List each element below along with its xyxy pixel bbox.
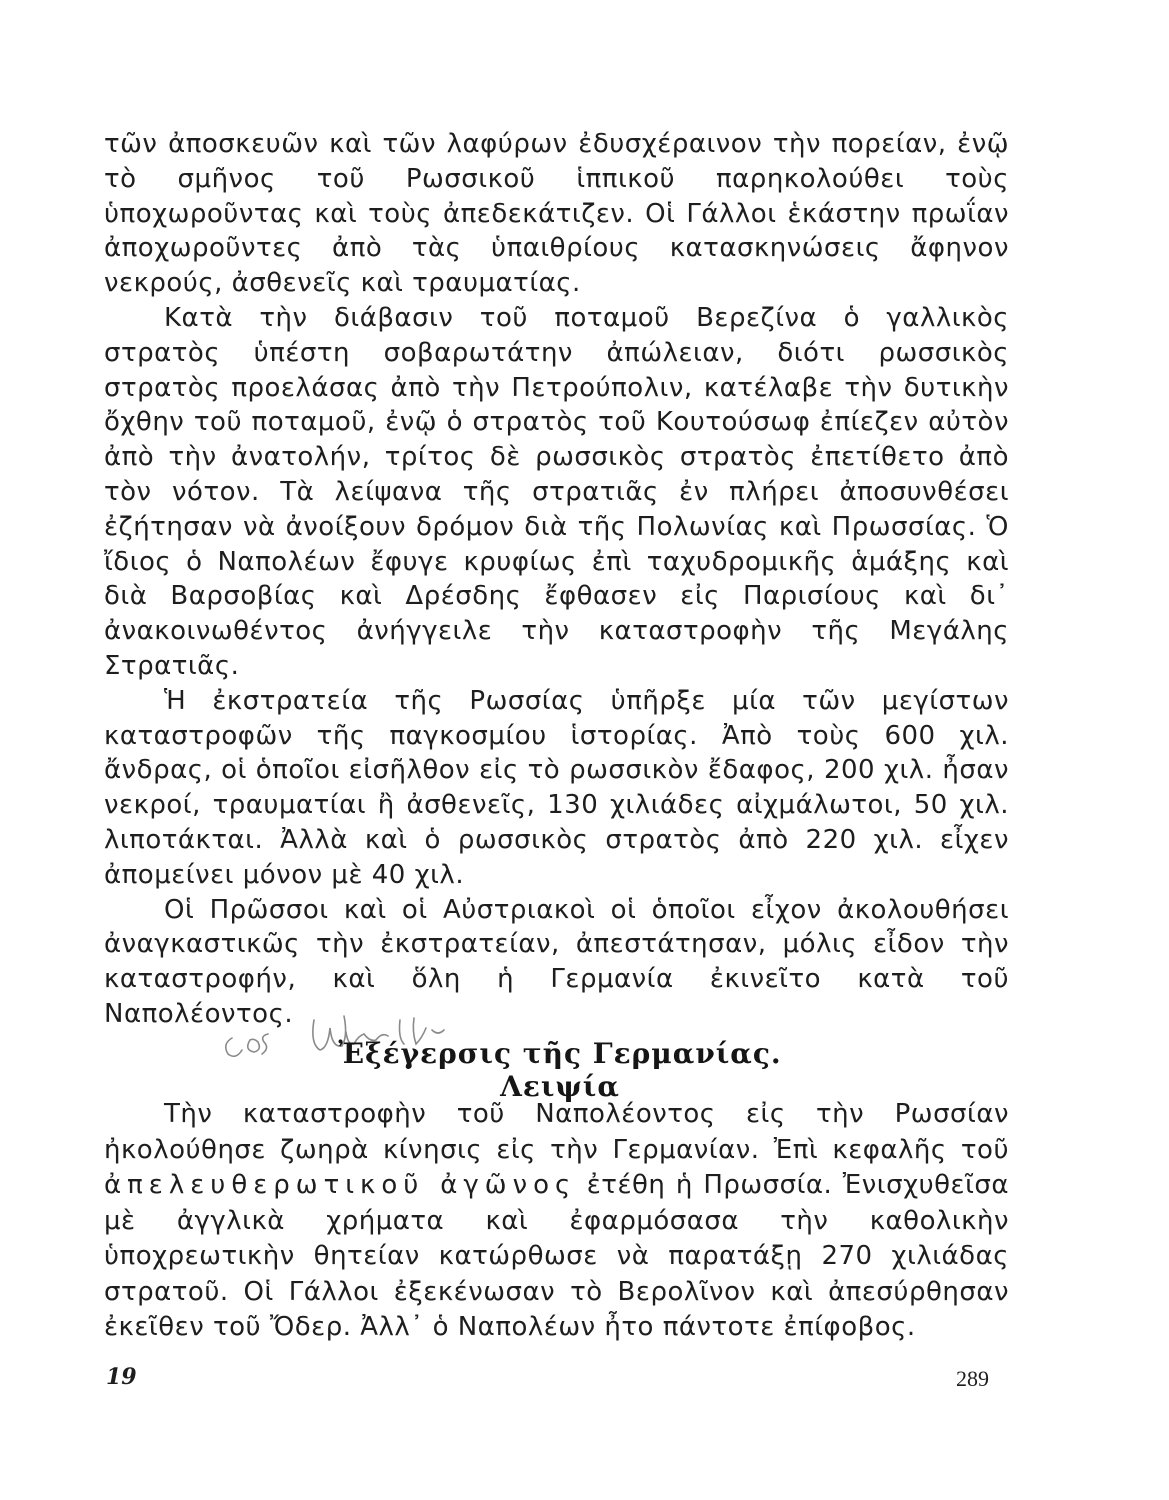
- section-heading: Ἐξέγερσις τῆς Γερμανίας. Λειψία: [338, 1037, 782, 1103]
- paragraph-4: Οἱ Πρῶσσοι καὶ οἱ Αὐστριακοὶ οἱ ὁποῖοι εἶχον ἀκολουθήσει ἀναγκαστικῶς τὴν ἐκστρατείαν, ἀπεστάτησαν, μόλις εἶδον τὴν καταστροφήν, καὶ ὅλη ἡ Γερμανία ἐκινεῖτο κατὰ τοῦ Ναπολέοντος.: [104, 894, 1009, 1029]
- page-number: 289: [956, 1366, 989, 1391]
- paragraph-2: Κατὰ τὴν διάβασιν τοῦ ποταμοῦ Βερεζίνα ὁ γαλλικὸς στρατὸς ὑπέστη σοβαρωτάτην ἀπώλειαν, διότι ρωσσικὸς στρατὸς προελάσας ἀπὸ τὴν Πετρούπολιν, κατέλαβε τὴν δυτικὴν ὄχθην τοῦ ποταμοῦ, ἐνῷ ὁ στρατὸς τοῦ Κουτούσωφ ἐπίεζεν αὐτὸν ἀπὸ τὴν ἀνατολήν, τρίτος δὲ ρωσσικὸς στρατὸς ἐπετίθετο ἀπὸ τὸν νότον. Τὰ λείψανα τῆς στρατιᾶς ἐν πλήρει ἀποσυνθέσει ἐζήτησαν νὰ ἀνοίξουν δρόμον διὰ τῆς Πολωνίας καὶ Πρωσσίας. Ὁ ἴδιος ὁ Ναπολέων ἔφυγε κρυφίως ἐπὶ ταχυδρομικῆς ἁμάξης καὶ διὰ Βαρσοβίας καὶ Δρέσδης ἔφθασεν εἰς Παρισίους καὶ δι᾽ ἀνακοινωθέντος ἀνήγγειλε τὴν καταστροφὴν τῆς Μεγάλης Στρατιᾶς.: [104, 302, 1009, 681]
- paragraph-1: τῶν ἀποσκευῶν καὶ τῶν λαφύρων ἐδυσχέραινον τὴν πορείαν, ἐνῷ τὸ σμῆνος τοῦ Ρωσσικοῦ ἱππικοῦ παρηκολούθει τοὺς ὑποχωροῦντας καὶ τοὺς ἀπεδεκάτιζεν. Οἱ Γάλλοι ἑκάστην πρωΐαν ἀποχωροῦντες ἀπὸ τὰς ὑπαιθρίους κατασκηνώσεις ἄφηνον νεκρούς, ἀσθενεῖς καὶ τραυματίας.: [104, 129, 1009, 299]
- paragraph-3: Ἡ ἐκστρατεία τῆς Ρωσσίας ὑπῆρξε μία τῶν μεγίστων καταστροφῶν τῆς παγκοσμίου ἱστορίας. Ἀπὸ τοὺς 600 χιλ. ἄνδρας, οἱ ὁποῖοι εἰσῆλθον εἰς τὸ ρωσσικὸν ἔδαφος, 200 χιλ. ἦσαν νεκροί, τραυματίαι ἢ ἀσθενεῖς, 130 χιλιάδες αἰχμάλωτοι, 50 χιλ. λιποτάκται. Ἀλλὰ καὶ ὁ ρωσσικὸς στρατὸς ἀπὸ 220 χιλ. εἶχεν ἀπομείνει μόνον μὲ 40 χιλ.: [104, 685, 1009, 890]
- paragraph-5-spaced: ἀπελευθερωτικοῦ ἀγῶνος: [104, 1170, 577, 1200]
- paragraph-5: [104, 1097, 1009, 1346]
- paragraph-5-start: Τὴν καταστροφὴν τοῦ Ναπολέοντος εἰς τὴν Ρωσσίαν ἠκολούθησε ζωηρὰ κίνησις εἰς τὴν Γερμανίαν. Ἐπὶ κεφαλῆς τοῦ: [104, 1099, 1009, 1165]
- signature-number: 19: [106, 1364, 137, 1390]
- paragraph-5-end: ἐτέθη ἡ Πρωσσία. Ἐνισχυθεῖσα μὲ ἀγγλικὰ χρήματα καὶ ἐφαρμόσασα τὴν καθολικὴν ὑποχρεωτικὴν θητείαν κατώρθωσε νὰ παρατάξῃ 270 χιλιάδας στρατοῦ. Οἱ Γάλλοι ἐξεκένωσαν τὸ Βερολῖνον καὶ ἀπεσύρθησαν ἐκεῖθεν τοῦ Ὄδερ. Ἀλλ᾽ ὁ Ναπολέων ἦτο πάντοτε ἐπίφοβος.: [104, 1170, 1010, 1342]
- section-text: [104, 1097, 1009, 1346]
- body-text: [104, 127, 1009, 1032]
